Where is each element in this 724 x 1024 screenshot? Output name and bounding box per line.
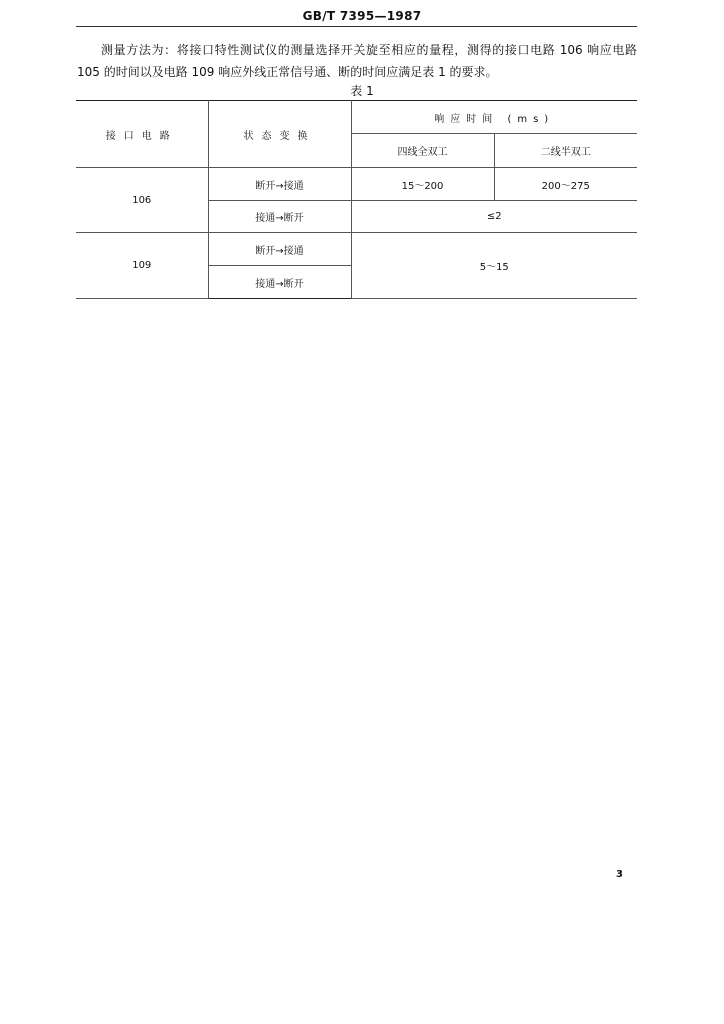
circuit-106-four-wire-value: 15～200 xyxy=(351,168,494,201)
header-state-transition xyxy=(208,101,351,168)
table-caption: 表 1 xyxy=(350,84,374,98)
circuit-106-merged-value: ≤2 xyxy=(351,201,637,233)
page-number: 3 xyxy=(616,869,623,880)
response-time-table xyxy=(76,100,637,299)
header-two-wire: 二线半双工 xyxy=(494,134,637,168)
circuit-109-cell: 109 xyxy=(76,233,208,299)
header-response-time xyxy=(351,101,637,134)
header-state-transition-label: 状态变换 xyxy=(243,130,316,142)
circuit-106-transition-closed-to-open: 接通→断开 xyxy=(208,201,351,233)
circuit-109-transition-open-to-closed: 断开→接通 xyxy=(208,233,351,266)
document-header: GB/T 7395—1987 xyxy=(302,9,422,23)
circuit-109-merged-value: 5～15 xyxy=(351,233,637,299)
body-paragraph: 测量方法为：将接口特性测试仪的测量选择开关旋至相应的量程，测得的接口电路 106 响应电路 105 的时间以及电路 109 响应外线正常信号通、断的时间应满足表 1 的要求。 xyxy=(77,43,637,79)
header-interface-circuit-label: 接口电路 xyxy=(105,130,178,142)
circuit-106-cell: 106 xyxy=(76,168,208,233)
header-four-wire: 四线全双工 xyxy=(351,134,494,168)
circuit-106-two-wire-value: 200～275 xyxy=(494,168,637,201)
header-divider xyxy=(76,26,637,27)
header-interface-circuit xyxy=(76,101,208,168)
circuit-106-transition-open-to-closed: 断开→接通 xyxy=(208,168,351,201)
header-response-time-label: 响应时间 (ms) xyxy=(434,113,555,125)
circuit-109-transition-closed-to-open: 接通→断开 xyxy=(208,266,351,299)
